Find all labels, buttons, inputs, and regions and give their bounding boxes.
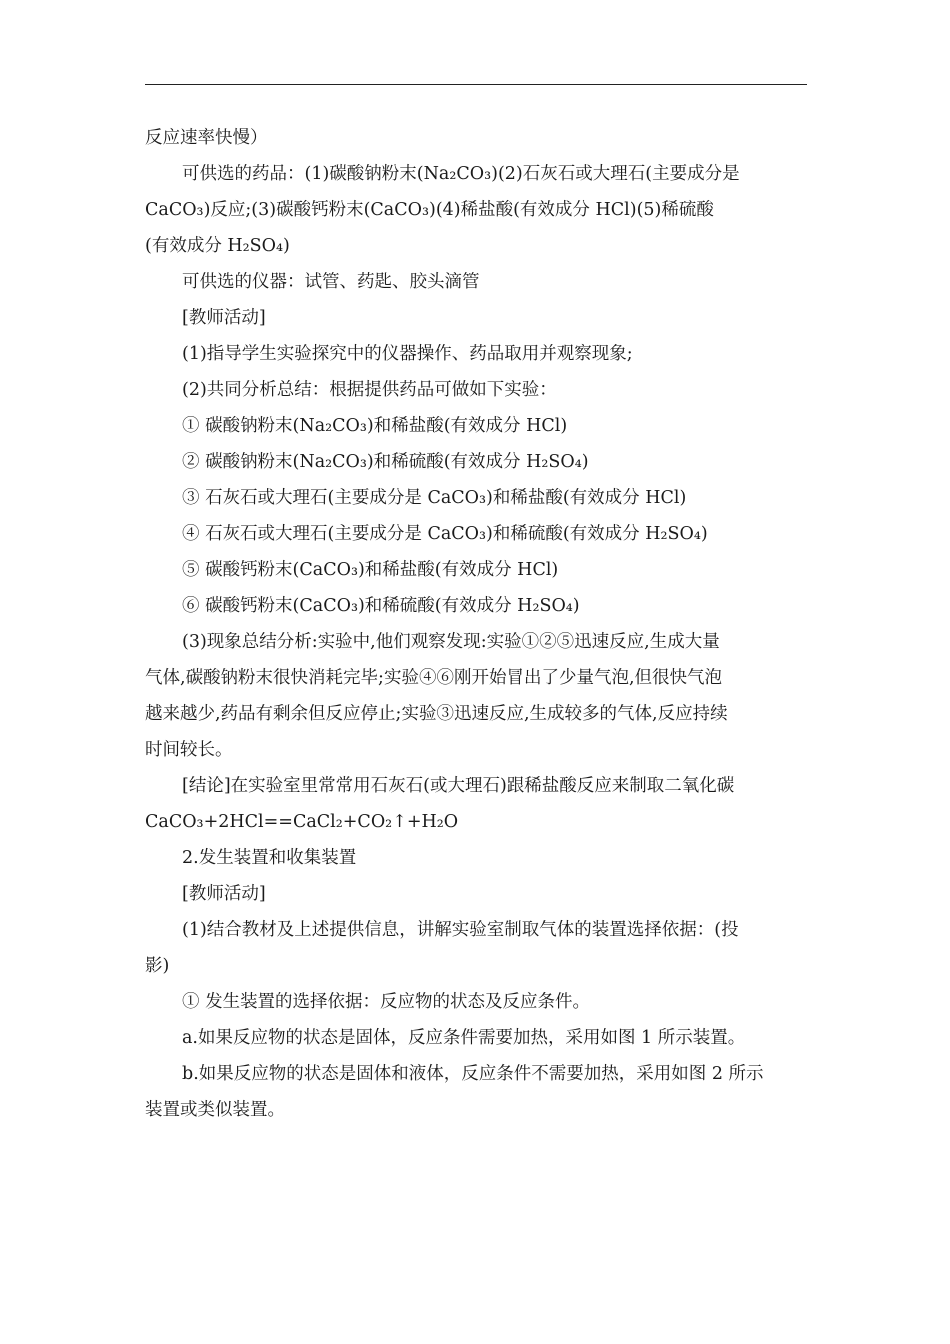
paragraph-line: (1)结合教材及上述提供信息，讲解实验室制取气体的装置选择依据：(投 <box>182 920 739 940</box>
paragraph-line: 越来越少,药品有剩余但反应停止;实验③迅速反应,生成较多的气体,反应持续 <box>145 704 728 724</box>
conclusion-line: [结论]在实验室里常常用石灰石(或大理石)跟稀盐酸反应来制取二氧化碳 <box>182 776 735 796</box>
paragraph-line: 可供选的仪器：试管、药匙、胶头滴管 <box>182 272 480 292</box>
paragraph-line: ① 发生装置的选择依据：反应物的状态及反应条件。 <box>182 992 591 1012</box>
section-heading: 2.发生装置和收集装置 <box>182 848 357 868</box>
list-item: ② 碳酸钠粉末(Na₂CO₃)和稀硫酸(有效成分 H₂SO₄) <box>182 452 589 472</box>
paragraph-line: (1)指导学生实验探究中的仪器操作、药品取用并观察现象; <box>182 344 633 364</box>
paragraph-line: (3)现象总结分析:实验中,他们观察发现:实验①②⑤迅速反应,生成大量 <box>182 632 720 652</box>
header-rule <box>145 84 807 85</box>
document-body <box>145 120 807 1128</box>
paragraph-line: (2)共同分析总结：根据提供药品可做如下实验： <box>182 380 557 400</box>
paragraph-line: 气体,碳酸钠粉末很快消耗完毕;实验④⑥刚开始冒出了少量气泡,但很快气泡 <box>145 668 723 688</box>
paragraph-line: 时间较长。 <box>145 740 233 760</box>
section-label: [教师活动] <box>182 884 266 904</box>
paragraph-line: 影) <box>145 956 170 976</box>
chemical-equation: CaCO₃+2HCl==CaCl₂+CO₂↑+H₂O <box>145 812 459 832</box>
paragraph-line: 反应速率快慢） <box>145 128 268 148</box>
section-label: [教师活动] <box>182 308 266 328</box>
paragraph-line: 装置或类似装置。 <box>145 1100 285 1120</box>
list-item: ④ 石灰石或大理石(主要成分是 CaCO₃)和稀硫酸(有效成分 H₂SO₄) <box>182 524 708 544</box>
list-item: ⑥ 碳酸钙粉末(CaCO₃)和稀硫酸(有效成分 H₂SO₄) <box>182 596 580 616</box>
list-item: ① 碳酸钠粉末(Na₂CO₃)和稀盐酸(有效成分 HCl) <box>182 416 568 436</box>
list-item: ③ 石灰石或大理石(主要成分是 CaCO₃)和稀盐酸(有效成分 HCl) <box>182 488 687 508</box>
list-item: ⑤ 碳酸钙粉末(CaCO₃)和稀盐酸(有效成分 HCl) <box>182 560 559 580</box>
paragraph-line: a.如果反应物的状态是固体，反应条件需要加热，采用如图 1 所示装置。 <box>182 1028 746 1048</box>
paragraph-line: (有效成分 H₂SO₄) <box>145 236 290 256</box>
paragraph-line: b.如果反应物的状态是固体和液体，反应条件不需要加热，采用如图 2 所示 <box>182 1064 764 1084</box>
paragraph-line: CaCO₃)反应;(3)碳酸钙粉末(CaCO₃)(4)稀盐酸(有效成分 HCl)(5)稀硫酸 <box>145 200 714 220</box>
paragraph-line: 可供选的药品：(1)碳酸钠粉末(Na₂CO₃)(2)石灰石或大理石(主要成分是 <box>182 164 740 184</box>
